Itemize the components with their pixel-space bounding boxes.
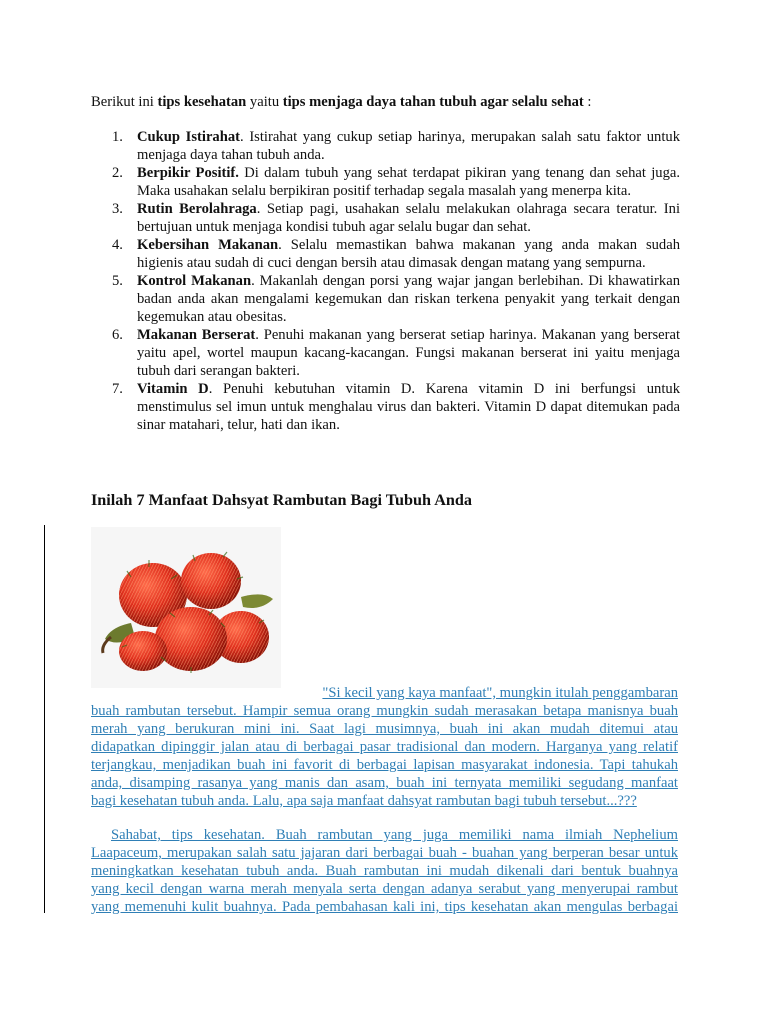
tip-title: Kebersihan Makanan bbox=[137, 237, 279, 253]
tip-title: Rutin Berolahraga bbox=[137, 201, 257, 217]
article-paragraph-2[interactable] bbox=[91, 826, 678, 916]
tip-text: . Penuhi kebutuhan vitamin D. Karena vitamin D ini berfungsi untuk menstimulus sel imun untuk menghalau virus dan bakteri. Vitamin D dapat ditemukan pada sinar matahari, telur, hati dan ikan. bbox=[137, 381, 680, 433]
tip-number: 6. bbox=[112, 327, 123, 343]
tip-item bbox=[91, 200, 680, 236]
intro-paragraph bbox=[91, 93, 691, 111]
intro-bold-tips: tips kesehatan bbox=[157, 94, 247, 110]
tip-number: 4. bbox=[112, 237, 123, 253]
section-heading: Inilah 7 Manfaat Dahsyat Rambutan Bagi Tubuh Anda bbox=[91, 491, 472, 509]
tip-title: Makanan Berserat bbox=[137, 327, 256, 343]
rambutan-illustration bbox=[91, 527, 281, 688]
article-line[interactable]: anda, disamping rasanya yang manis dan asam, buah ini ternyata memiliki segudang manfaat bbox=[91, 775, 678, 791]
intro-bold-topic: tips menjaga daya tahan tubuh agar selalu sehat bbox=[282, 94, 584, 110]
article-line[interactable]: Sahabat, tips kesehatan. Buah rambutan yang juga memiliki nama ilmiah Nephelium bbox=[111, 827, 678, 843]
article-line[interactable]: meningkatkan kesehatan tubuh anda. Buah rambutan ini mudah dikenali dari bentuk buahnya bbox=[91, 863, 678, 879]
tip-text: . Setiap pagi, usahakan selalu melakukan olahraga secara teratur. Ini bertujuan untuk menjaga kondisi tubuh agar selalu bugar dan sehat. bbox=[137, 201, 680, 235]
article-paragraph-1[interactable] bbox=[91, 684, 678, 810]
article-line[interactable]: terjangkau, menjadikan buah ini favorit di berbagai lapisan masyarakat indonesia. Tapi tahukah bbox=[91, 757, 678, 773]
article-line[interactable]: "Si kecil yang kaya manfaat", mungkin itulah penggambaran bbox=[322, 685, 678, 701]
tip-text: . Penuhi makanan yang berserat setiap harinya. Makanan yang berserat yaitu apel, wortel maupun kacang-kacangan. Fungsi makanan berserat ini yaitu menjaga tubuh dari serangan bakteri. bbox=[137, 327, 680, 379]
article-line[interactable]: yang memenuhi kulit buahnya. Pada pembahasan kali ini, tips kesehatan akan mengulas berbagai bbox=[91, 899, 678, 915]
tip-number: 5. bbox=[112, 273, 123, 289]
rambutan-fruit-image bbox=[91, 527, 281, 688]
tip-item bbox=[91, 128, 680, 164]
tip-item bbox=[91, 272, 680, 326]
tip-title: Cukup Istirahat bbox=[137, 129, 240, 145]
tip-number: 1. bbox=[112, 129, 123, 145]
intro-middle: yaitu bbox=[246, 94, 283, 110]
tip-item bbox=[91, 236, 680, 272]
article-line[interactable]: didapatkan dipinggir jalan atau di berbagai pasar tradisional dan modern. Harganya yang relatif bbox=[91, 739, 678, 755]
tip-title: Vitamin D bbox=[137, 381, 209, 397]
tip-item bbox=[91, 326, 680, 380]
tip-number: 2. bbox=[112, 165, 123, 181]
tip-text: . Istirahat yang cukup setiap harinya, merupakan salah satu faktor untuk menjaga daya tahan tubuh anda. bbox=[137, 129, 680, 163]
margin-rule bbox=[44, 525, 45, 913]
article-line[interactable]: bagi kesehatan tubuh anda. Lalu, apa saja manfaat dahsyat rambutan bagi tubuh tersebut...??? bbox=[91, 793, 637, 809]
tip-item bbox=[91, 380, 680, 434]
tip-title: Kontrol Makanan bbox=[137, 273, 252, 289]
tip-text: . Selalu memastikan bahwa makanan yang anda makan sudah higienis atau sudah di cuci dengan bersih atau dimasak dengan matang yang sempurna. bbox=[137, 237, 680, 271]
intro-suffix: : bbox=[583, 94, 592, 110]
tip-item bbox=[91, 164, 680, 200]
tip-title: Berpikir Positif. bbox=[137, 165, 239, 181]
article-line[interactable]: yang kecil dengan warna merah menyala serta dengan adanya serabut yang menyerupai rambut bbox=[91, 881, 678, 897]
article-line[interactable]: Laapaceum, merupakan salah satu jajaran dari berbagai buah - buahan yang berperan besar untuk bbox=[91, 845, 678, 861]
article-line[interactable]: buah rambutan tersebut. Hampir semua orang mungkin sudah merasakan betapa manisnya buah bbox=[91, 703, 678, 719]
intro-prefix: Berikut ini bbox=[91, 94, 158, 110]
tip-text: Di dalam tubuh yang sehat terdapat pikiran yang tenang dan sehat juga. Maka usahakan selalu berpikiran positif terhadap segala masalah yang menerpa kita. bbox=[137, 165, 681, 199]
tip-number: 3. bbox=[112, 201, 123, 217]
tip-number: 7. bbox=[112, 381, 123, 397]
tip-text: . Makanlah dengan porsi yang wajar jangan berlebihan. Di khawatirkan badan anda akan mengalami kegemukan dan riskan terkena penyakit yang terkait dengan kegemukan atau obesitas. bbox=[137, 273, 680, 325]
article-line[interactable]: merah yang berukuran mini ini. Saat lagi musimnya, buah ini akan mudah ditemui atau bbox=[91, 721, 678, 737]
tips-list bbox=[91, 128, 680, 434]
